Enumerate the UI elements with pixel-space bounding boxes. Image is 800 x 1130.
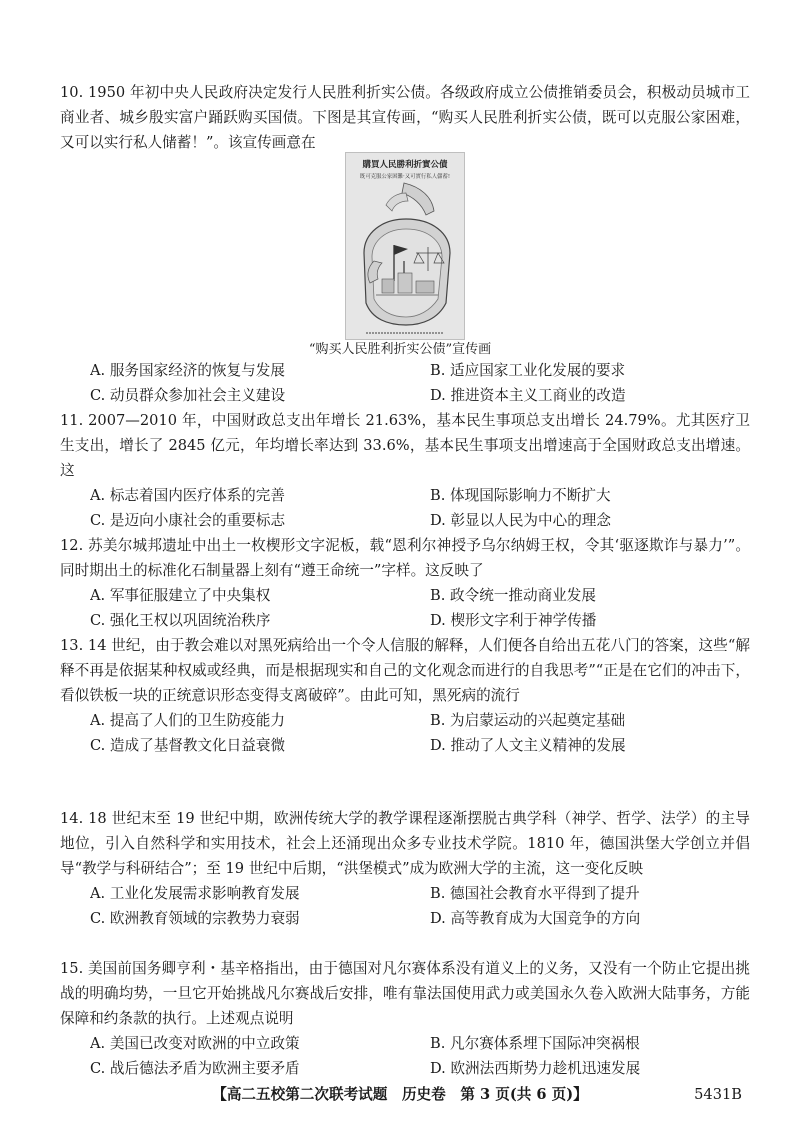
option-11-a[interactable]: A. 标志着国内医疗体系的完善: [90, 487, 285, 504]
option-13-a[interactable]: A. 提高了人们的卫生防疫能力: [90, 712, 285, 729]
option-14-a[interactable]: A. 工业化发展需求影响教育发展: [90, 885, 300, 902]
question-15: [60, 956, 750, 1081]
question-10-stem: 10. 1950 年初中央人民政府决定发行人民胜利折实公债。各级政府成立公债推销委员会，积极动员城市工商业者、城乡殷实富户踊跃购买国债。下图是其宣传画，“购买人民胜利折实公债，既可以克服公家困难，又可以实行私人储蓄！”。该宣传画意在: [60, 84, 750, 151]
question-14-stem: 14. 18 世纪末至 19 世纪中期，欧洲传统大学的教学课程逐渐摆脱古典学科（神学、哲学、法学）的主导地位，引入自然科学和实用技术，社会上还涌现出众多专业技术学院。1810 年，德国洪堡大学创立并倡导“教学与科研结合”；至 19 世纪中后期，“洪堡模式”成为欧洲大学的主流，这一变化反映: [60, 810, 750, 877]
option-12-a[interactable]: A. 军事征服建立了中央集权: [90, 587, 271, 604]
footer-title: 【高二五校第二次联考试题 历史卷 第 3 页(共 6 页)】: [212, 1086, 588, 1103]
poster-title: 購買人民勝利折實公債: [362, 160, 448, 170]
option-11-c[interactable]: C. 是迈向小康社会的重要标志: [90, 512, 286, 529]
option-12-b[interactable]: B. 政令统一推动商业发展: [430, 587, 596, 604]
question-15-stem: 15. 美国前国务卿亨利・基辛格指出，由于德国对凡尔赛体系没有道义上的义务，又没有一个防止它提出挑战的明确均势，一旦它开始挑战凡尔赛战后安排，唯有靠法国使用武力或美国永久卷入欧洲大陆事务，方能保障和约条款的执行。上述观点说明: [60, 960, 750, 1027]
question-10: [60, 80, 750, 155]
question-14: [60, 806, 750, 931]
option-15-d[interactable]: D. 欧洲法西斯势力趁机迅速发展: [430, 1060, 641, 1077]
option-13-b[interactable]: B. 为启蒙运动的兴起奠定基础: [430, 712, 626, 729]
paper-code: 5431B: [694, 1086, 742, 1103]
question-11-stem: 11. 2007—2010 年，中国财政总支出年增长 21.63%，基本民生事项总支出增长 24.79%。尤其医疗卫生支出，增长了 2845 亿元，年均增长率达到 33.6%，基本民生事项支出增速高于全国财政总支出增速。这: [60, 412, 750, 479]
option-14-b[interactable]: B. 德国社会教育水平得到了提升: [430, 885, 640, 902]
option-13-c[interactable]: C. 造成了基督教文化日益衰微: [90, 737, 286, 754]
option-14-d[interactable]: D. 高等教育成为大国竞争的方向: [430, 910, 641, 927]
option-14-c[interactable]: C. 欧洲教育领域的宗教势力衰弱: [90, 910, 300, 927]
option-11-b[interactable]: B. 体现国际影响力不断扩大: [430, 487, 611, 504]
figure-caption: “购买人民胜利折实公债”宣传画: [308, 342, 492, 357]
option-13-d[interactable]: D. 推动了人文主义精神的发展: [430, 737, 626, 754]
option-10-b[interactable]: B. 适应国家工业化发展的要求: [430, 362, 626, 379]
option-12-c[interactable]: C. 强化王权以巩固统治秩序: [90, 612, 271, 629]
poster-subtitle: 既可克服公家困難·又可實行私人儲蓄!: [359, 174, 451, 180]
option-10-d[interactable]: D. 推进资本主义工商业的改造: [430, 387, 626, 404]
option-10-c[interactable]: C. 动员群众参加社会主义建设: [90, 387, 286, 404]
question-12: [60, 533, 750, 633]
option-15-a[interactable]: A. 美国已改变对欧洲的中立政策: [90, 1035, 300, 1052]
question-11: [60, 408, 750, 533]
question-13: [60, 633, 750, 758]
option-10-a[interactable]: A. 服务国家经济的恢复与发展: [90, 362, 285, 379]
option-15-b[interactable]: B. 凡尔赛体系埋下国际冲突祸根: [430, 1035, 640, 1052]
propaganda-poster-illustration: [346, 153, 464, 339]
option-15-c[interactable]: C. 战后德法矛盾为欧洲主要矛盾: [90, 1060, 300, 1077]
question-12-stem: 12. 苏美尔城邦遗址中出土一枚楔形文字泥板，载“恩利尔神授予乌尔纳姆王权，令其‘驱逐欺诈与暴力’”。同时期出土的标准化石制量器上刻有“遵王命统一”字样。这反映了: [60, 537, 750, 579]
option-11-d[interactable]: D. 彰显以人民为中心的理念: [430, 512, 611, 529]
question-13-stem: 13. 14 世纪，由于教会难以对黑死病给出一个令人信服的解释，人们便各自给出五花八门的答案，这些“解释不再是依据某种权威或经典，而是根据现实和自己的文化观念而进行的自我思考”“正是在它们的冲击下，看似铁板一块的正统意识形态变得支离破碎”。由此可知，黑死病的流行: [60, 637, 750, 704]
question-10-options: [60, 358, 750, 408]
option-12-d[interactable]: D. 楔形文字利于神学传播: [430, 612, 597, 629]
propaganda-poster-figure: [345, 152, 465, 340]
